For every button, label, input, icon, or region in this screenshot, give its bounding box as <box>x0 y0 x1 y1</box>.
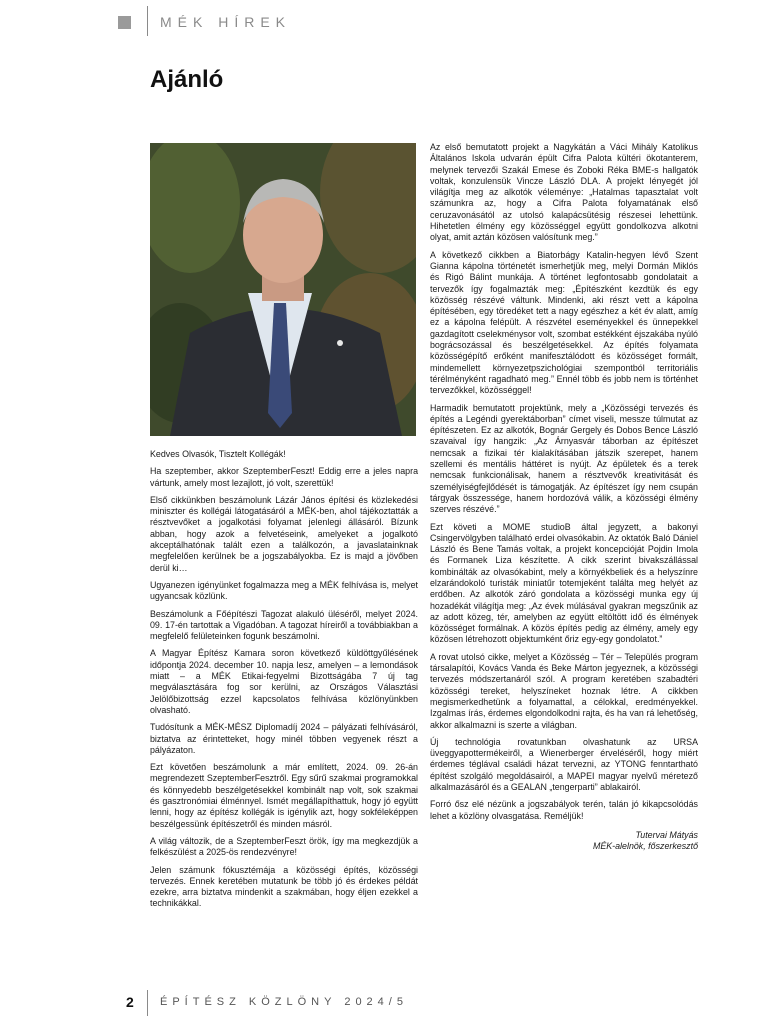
greeting: Kedves Olvasók, Tisztelt Kollégák! <box>150 449 286 459</box>
paragraph: Jelen számunk fókusztémája a közösségi építés, közösségi tervezés. Ennek keretében mutatunk be több jó és érdekes példát ezekre, arra biztatva mindenkit a szakmában, hogy éljen ezekkel a technikákkal. <box>150 864 418 909</box>
paragraph: Ha szeptember, akkor SzeptemberFeszt! Eddig erre a jeles napra vártunk, amely most lezajlott, jó volt, szerettük! <box>150 466 418 488</box>
signature-name: Tutervai Mátyás <box>635 829 698 840</box>
paragraph: A rovat utolsó cikke, melyet a Közösség – Tér – Település program társalapítói, Kovács Vanda és Beke Márton jegyeznek, a közösségi tervezés módszertanáról szól. A program keretében szabadtéri közösségi tereket, helyszíneket hoznak létre. A cikkben megismerkedhetünk a folyamattal, a célokkal, eredményekkel. Izgalmas írás, érdemes elgondolkodni rajta, és ha van rá lehetőség, akkor alkalmazni is szerte a világban. <box>430 651 698 730</box>
signature <box>430 830 698 853</box>
paragraph: A Magyar Építész Kamara soron következő küldöttgyűlésének időpontja 2024. december 10. napja lesz, amelyen – a lemondások miatt – a MÉK Etikai-fegyelmi Bizottságába 7 új tag megválasztására fog sor kerülni, az Országos Választási Jelölőbizottság ezzel kapcsolatos felhívása közlönyünkben olvasható. <box>150 648 418 715</box>
paragraph: A világ változik, de a SzeptemberFeszt örök, így ma megkezdjük a felkészülést a 2025-ös rendezvényre! <box>150 835 418 858</box>
paragraph: Ezt követi a MOME studioB által jegyzett, a bakonyi Csingervölgyben található erdei olvasókabin. Az oktatók Baló Dániel László és Bene Tamás voltak, a projekt koncepcióját Pojdin Imola és Formanek Liza készítette. A cikk szerint bivakszállással kombinálták az olvasókabint, mely a környékbeliek és a helyszínre elzarándokoló turisták miniatűr totemjeként találta meg helyét az erdőben. Az alkotók záró gondolata a közösségi munka egy új hozadékát világítja meg: „Az évek múlásával gyakran megszűnik az az adott közeg, tér, amelyben az együtt eltöltött idő és élmények közösséget formálnak. A közös építés pedig az élmény, amely egy közösen létrehozott objektumként őriz egy-egy gondolatot.” <box>430 521 698 645</box>
paragraph: Forró ősz elé nézünk a jogszabályok terén, talán jó kikapcsolódás lehet a közlöny olvasgatása. Reméljük! <box>430 799 698 821</box>
signature-role: MÉK-alelnök, főszerkesztő <box>592 841 698 852</box>
paragraph: Beszámolunk a Főépítészi Tagozat alakuló üléséről, melyet 2024. 09. 17-én tartottak a Vigadóban. A tagozat híreiről a továbbiakban a megfelelő felületeinken fogunk beszámolni. <box>150 608 418 642</box>
portrait-illustration <box>150 143 416 436</box>
paragraph: Az első bemutatott projekt a Nagykátán a Váci Mihály Katolikus Általános Iskola udvarán épült Cifra Palota kültéri ökotanterem, melynek tervezői Szakál Emese és Zoboki Réka BME-s hallgatók voltak, konzulensük Vincze László DLA. A projekt lényegét jól világítja meg az alkotók véleménye: „Hatalmas tapasztalat volt számunkra az, hogy a Cifra Palota folyamatának első ceruzavonásától az utolsó kalapácsütésig részesei lehettünk. Hihetetlen élmény egy közösséggel együtt gondolkozva alkotni olyat, amit aztán közösen valósítunk meg.” <box>430 142 698 243</box>
page-title: Ajánló <box>150 66 224 93</box>
header-divider <box>147 6 148 36</box>
left-column <box>150 449 418 916</box>
author-portrait <box>150 143 416 436</box>
publication-title: ÉPÍTÉSZ KÖZLÖNY 2024/5 <box>160 996 408 1008</box>
right-column <box>430 142 698 853</box>
paragraph: Harmadik bemutatott projektünk, mely a „Közösségi tervezés és építés a Legéndi gyerektáborban” címet viseli, messze túlmutat az építészeten. Ez az alkotók, Bognár Gergely és Dobos Bence László szavaival így hangzik: „Az Árnyasvár táborban az építészet nemcsak a fizikai tér kialakításában játszik szerepet, hanem szellemi és mentális háttéret is nyújt. Az épületek és a terek nemcsak funkcionálisak, hanem a résztvevők kreativitását és személyiségfejlődését is támogatják. Az építészet így nem csupán tárgyak összessége, hanem hordozóvá válik, a közösségi élmény szerves részévé.” <box>430 402 698 515</box>
header-marker <box>118 16 131 29</box>
paragraph: Új technológia rovatunkban olvashatunk az URSA üveggyapottermékeiről, a Wienerberger érveléséről, hogy miért érdemes téglával családi házat tervezni, az YTONG fenntartható építést szolgáló megoldásairól, a MAPEI magyar nyelvű méretező alkalmazásáról és a GEALAN „tengerparti” ablakairól. <box>430 736 698 793</box>
footer-divider <box>147 990 148 1016</box>
paragraph: Ezt követően beszámolunk a már említett, 2024. 09. 26-án megrendezett SzeptemberFesztről. Egy sűrű szakmai programokkal és könnyedebb beszélgetésekkel kombinált nap volt, sok szakmai és gasztronómiai élménnyel. Ismét megállapíthattuk, hogy jó együtt lenni, hogy az építész kollégák is igénylik azt, hogy sokféleképpen beszélgessünk építészetről és minden másról. <box>150 762 418 829</box>
paragraph: Ugyanezen igényünket fogalmazza meg a MÉK felhívása is, melyet ugyancsak közlünk. <box>150 579 418 602</box>
paragraph: Első cikkünkben beszámolunk Lázár János építési és közlekedési miniszter és kollégái látogatásáról a MÉK-ben, ahol tájékoztatták a résztvevőket a jogalkotási folyamat jelenlegi állásáról. Bízunk abban, hogy azok a felvetéseink, amelyeket a jogalkotó akceptálhatónak talált ezen a találkozón, a javaslatainknak megfelelően kerülnek be a jogszabályokba. Ez is majd a jövőben derül ki… <box>150 494 418 573</box>
paragraph: A következő cikkben a Biatorbágy Katalin-hegyen lévő Szent Gianna kápolna történetét ismerhetjük meg, melyi Dormán Miklós és Rigó Bálint munkája. A történet legfontosabb gondolatait a tervezők így fogalmazták meg: „Építészként kezdtük és egy közösség részévé váltunk. Mindenki, aki részt vett a kápolna építésében, egy töredéket tett a nagy egészhez a két év alatt, amíg ez a kápolna felépült. A részvétel eseményekkel és ünnepekkel gazdagított cselekménysor volt, szombat estékként éjszakába nyúló bográcsozással és beszélgetésekkel. Az építés folyamata közösségépítő erőként manifesztálódott és közösséget formált, mindemellett környezetpszichológiai szempontból territoriális térélményként ragadható meg.” Ennél több és jobb nem is történhet tervezőkkel, közösséggel! <box>430 249 698 396</box>
section-title: MÉK HÍREK <box>160 14 292 30</box>
page-number: 2 <box>126 994 134 1010</box>
paragraph: Tudósítunk a MÉK-MÉSZ Diplomadíj 2024 – pályázati felhívásáról, biztatva az érintetteket, hogy minél többen vegyenek részt a pályázaton. <box>150 722 418 755</box>
